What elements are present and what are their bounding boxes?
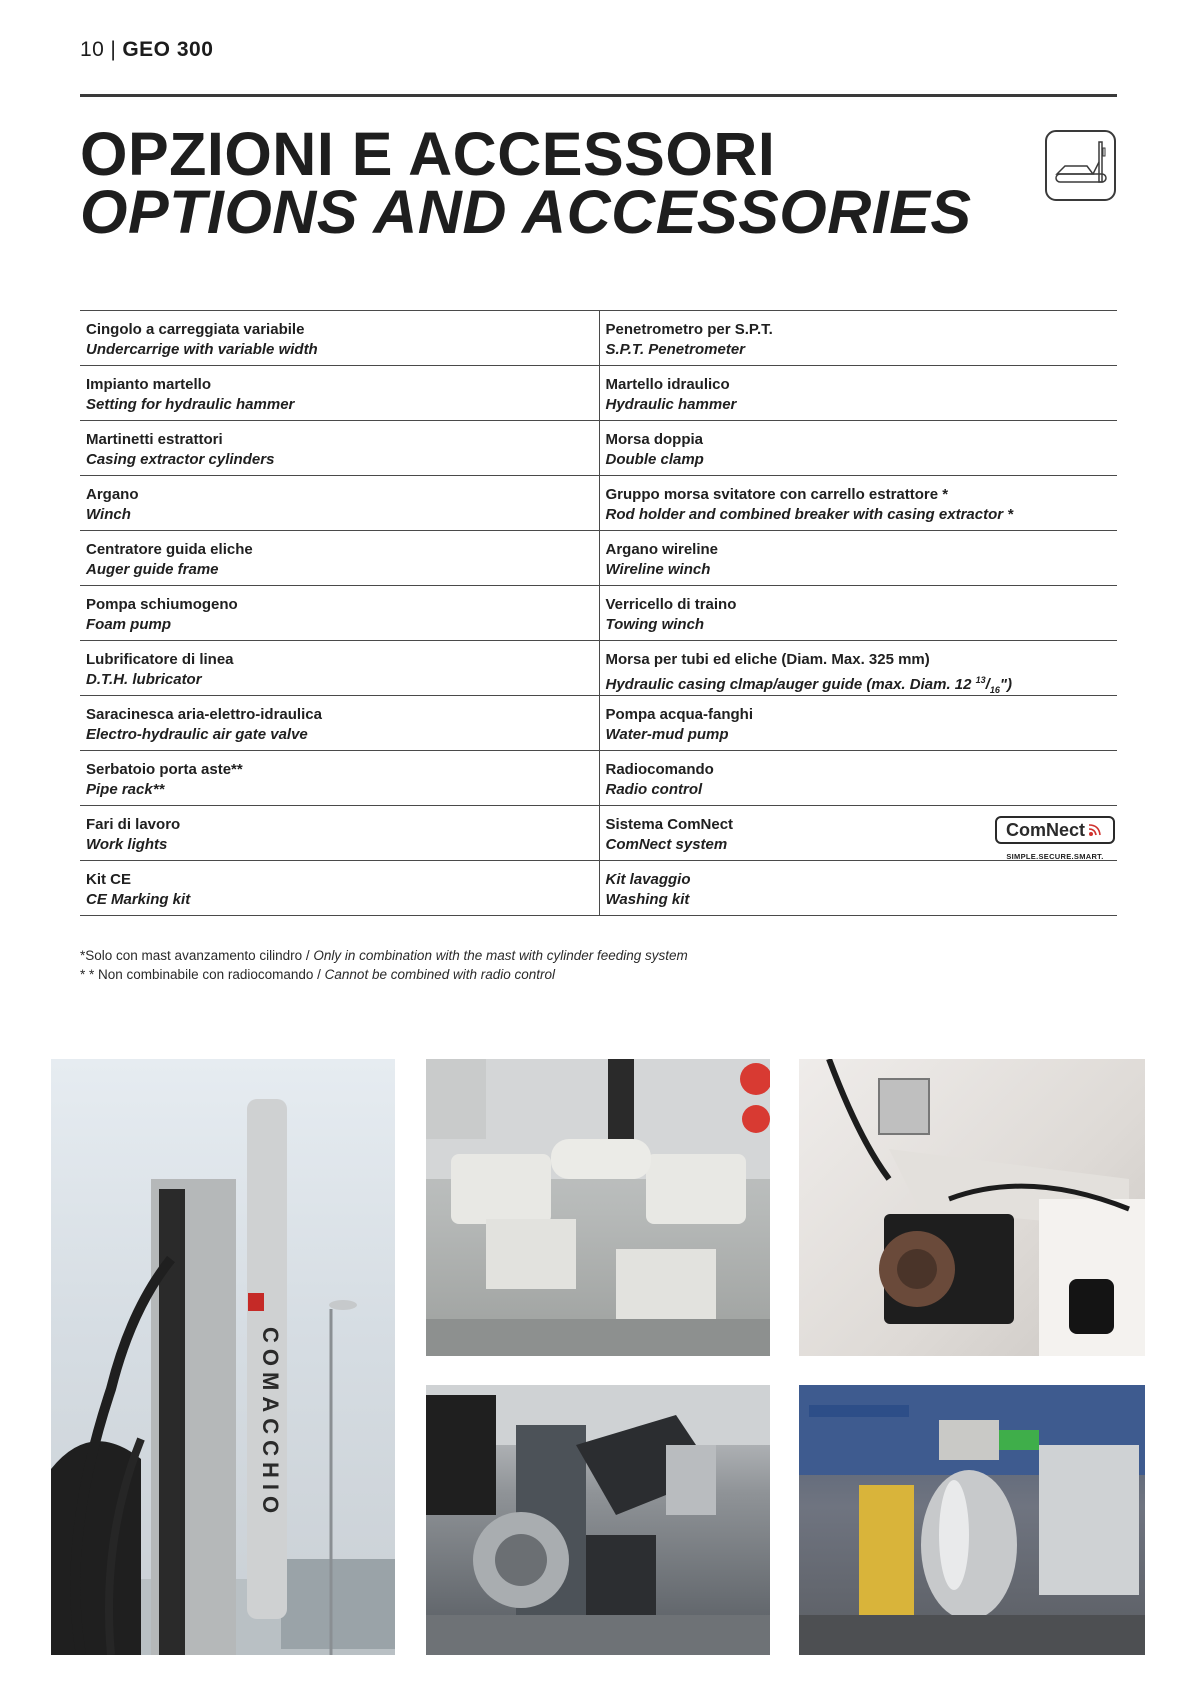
table-cell-left [80,806,599,860]
page-title [80,120,972,246]
option-english-label: Casing extractor cylinders [86,451,275,468]
table-cell-left [80,421,599,475]
options-table [80,310,1117,916]
table-cell-right [599,531,1118,585]
option-italian-label: Pompa acqua-fanghi [605,706,754,723]
option-italian-label: Saracinesca aria-elettro-idraulica [86,706,322,723]
option-english-label: S.P.T. Penetrometer [605,341,745,358]
table-cell-left [80,751,599,805]
title-english: OPTIONS AND ACCESSORIES [80,178,972,246]
table-cell-right [599,366,1118,420]
footnote-1: *Solo con mast avanzamento cilindro / Only in combination with the mast with cylinder feeding system [80,948,688,963]
option-italian-label: Argano [86,486,139,503]
option-english-label: Hydraulic casing clmap/auger guide (max. Diam. 12 $^{13}/_{16}$") [605,675,1012,695]
option-english-label: D.T.H. lubricator [86,671,202,688]
option-english-label: Hydraulic hammer [605,396,737,413]
option-italian-label: Fari di lavoro [86,816,181,833]
table-cell-left [80,641,599,695]
option-english-label: Undercarrige with variable width [86,341,318,358]
comnect-logo-name: ComNect [1005,820,1085,840]
option-english-label: Work lights [86,836,168,853]
option-italian-label: Lubrificatore di linea [86,651,234,668]
option-italian-label: Cingolo a carreggiata variabile [86,321,305,338]
option-italian-label: Gruppo morsa svitatore con carrello estrattore * [605,486,949,503]
table-cell-right [599,421,1118,475]
option-italian-label: Morsa per tubi ed eliche (Diam. Max. 325 mm) [605,651,930,668]
option-english-label: Setting for hydraulic hammer [86,396,295,413]
drilling-rig-icon [1045,130,1116,201]
option-italian-label: Verricello di traino [605,596,737,613]
table-cell-right [599,806,1118,860]
table-row [80,806,1117,861]
option-italian-label: Martinetti estrattori [86,431,223,448]
option-italian-label: Morsa doppia [605,431,704,448]
table-row [80,586,1117,641]
option-english-label: Rod holder and combined breaker with casing extractor * [605,506,1014,523]
photo-towing-winch [426,1385,770,1655]
table-row [80,696,1117,751]
photo-mast [51,1059,395,1655]
table-row [80,531,1117,586]
option-italian-label: Martello idraulico [605,376,730,393]
comacchio-lettering: COMACCHIO [258,1327,283,1520]
option-italian-label: Penetrometro per S.P.T. [605,321,773,338]
wireless-signal-icon [1088,823,1104,837]
option-italian-label: Centratore guida eliche [86,541,253,558]
table-row [80,861,1117,916]
table-row [80,641,1117,696]
page-header [80,38,213,62]
option-english-label: Double clamp [605,451,704,468]
table-cell-left [80,366,599,420]
option-italian-label: Serbatoio porta aste** [86,761,243,778]
option-english-label: Electro-hydraulic air gate valve [86,726,308,743]
option-english-label: Water-mud pump [605,726,729,743]
table-cell-left [80,696,599,750]
option-english-label: Towing winch [605,616,705,633]
fraction-value: $^{13}/_{16}$") [975,675,1012,695]
model-name: GEO 300 [122,38,214,61]
table-row [80,751,1117,806]
comnect-tagline: SIMPLE.SECURE.SMART. [1006,852,1104,861]
table-cell-right [599,696,1118,750]
option-english-label: CE Marking kit [86,891,191,908]
option-english-label: Auger guide frame [86,561,219,578]
option-english-label: Washing kit [605,891,690,908]
table-cell-right [599,311,1118,365]
table-row [80,476,1117,531]
table-cell-right [599,751,1118,805]
table-cell-right [599,476,1118,530]
table-cell-right [599,641,1118,695]
footnote-2: * * Non combinabile con radiocomando / Cannot be combined with radio control [80,967,556,982]
option-english-label: Winch [86,506,131,523]
option-italian-label: Argano wireline [605,541,719,558]
page-number: 10 [80,38,105,61]
title-italian: OPZIONI E ACCESSORI [80,120,776,188]
option-english-label: Foam pump [86,616,171,633]
photo-double-clamp [426,1059,770,1356]
table-cell-left [80,861,599,915]
option-english-label: ComNect system [605,836,728,853]
option-italian-label: Sistema ComNect [605,816,734,833]
option-italian-label: Kit CE [86,871,131,888]
footnotes [80,946,688,984]
table-row [80,421,1117,476]
table-cell-left [80,476,599,530]
option-italian-label: Pompa schiumogeno [86,596,238,613]
table-row [80,311,1117,366]
table-cell-left [80,531,599,585]
option-italian-label: Impianto martello [86,376,212,393]
header-rule [80,94,1117,97]
option-english-label: Pipe rack** [86,781,165,798]
comnect-logo-box [995,816,1115,844]
option-italian-label: Kit lavaggio [605,871,691,888]
photo-wireline-winch [799,1059,1145,1356]
table-cell-right [599,586,1118,640]
table-row [80,366,1117,421]
option-italian-label: Radiocomando [605,761,714,778]
table-cell-left [80,311,599,365]
table-cell-left [80,586,599,640]
photo-washing-kit [799,1385,1145,1655]
comnect-logo [995,816,1115,867]
option-english-label: Radio control [605,781,703,798]
table-cell-right [599,861,1118,915]
header-separator: | [110,38,117,61]
option-english-label: Wireline winch [605,561,711,578]
